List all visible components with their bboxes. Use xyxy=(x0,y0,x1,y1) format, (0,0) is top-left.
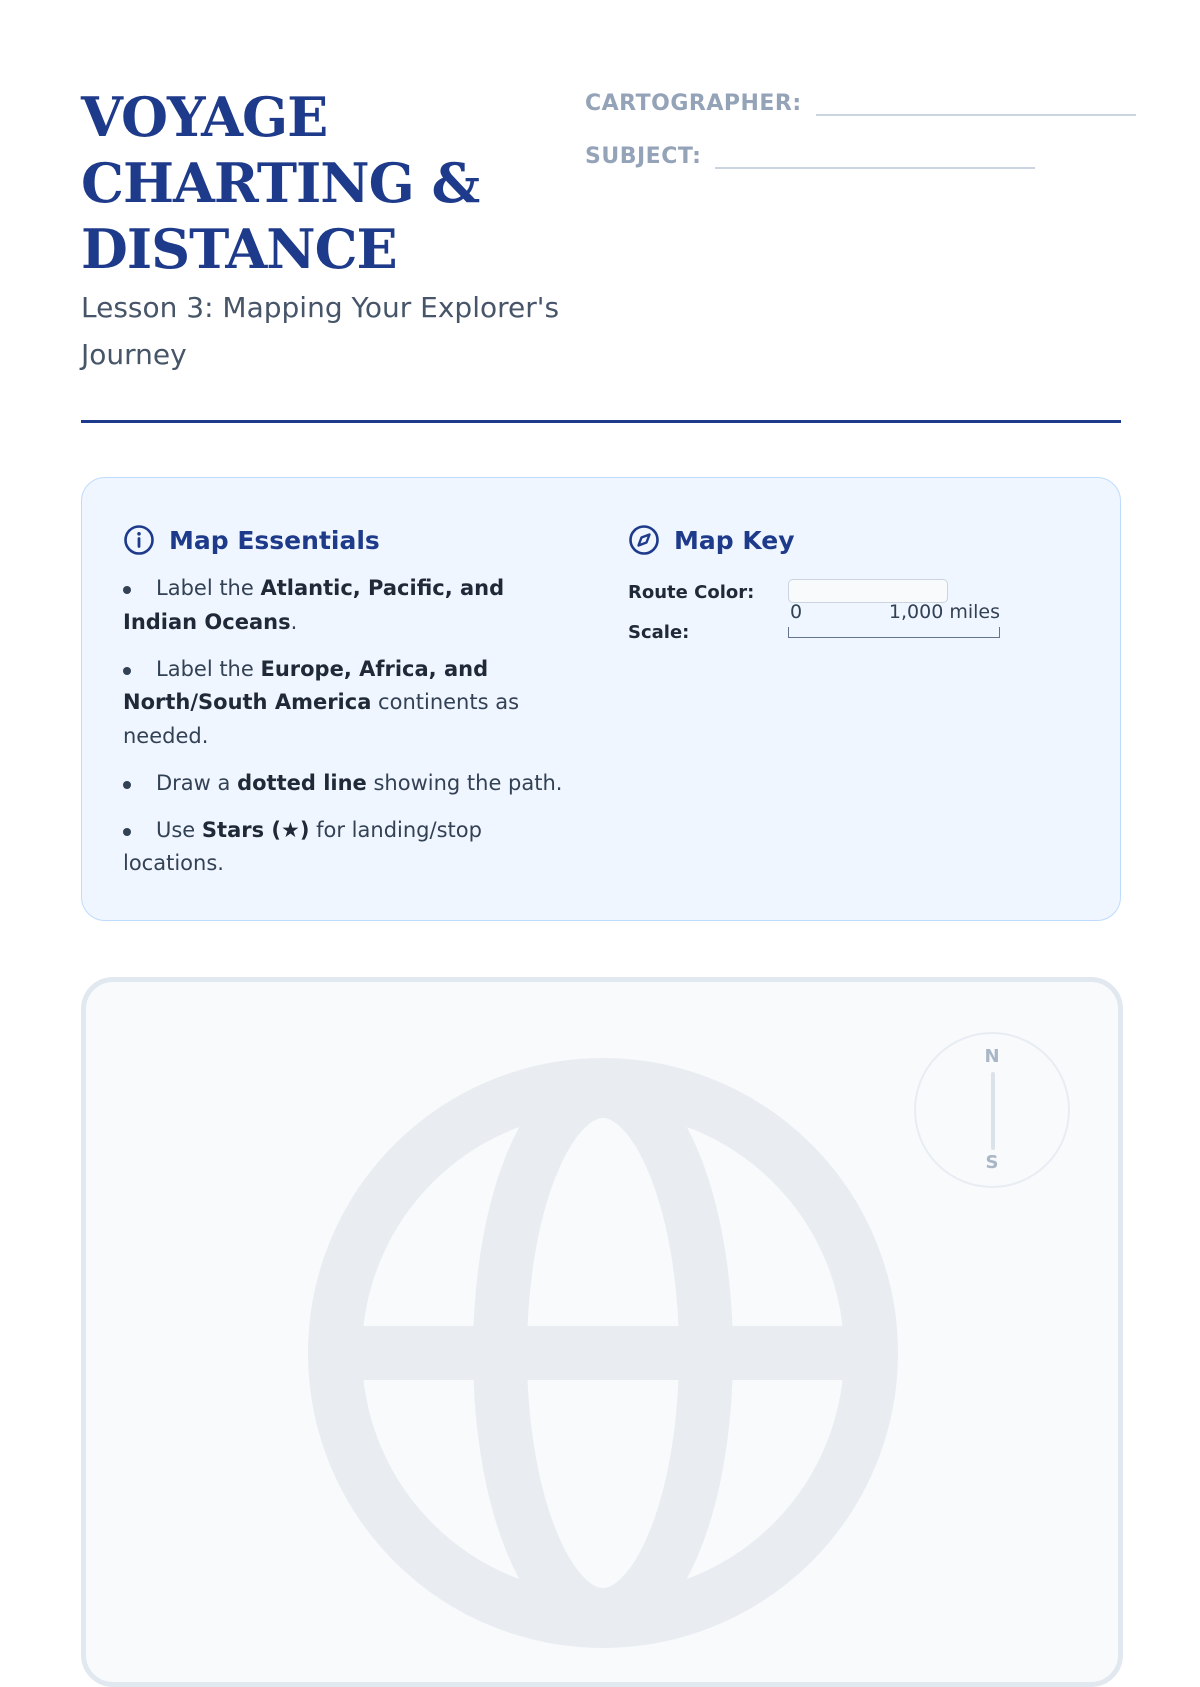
cartographer-label: CARTOGRAPHER: xyxy=(585,91,802,116)
essentials-item-emphasis: Europe, Africa, and North/South America xyxy=(123,656,489,714)
scale-min-label: 0 xyxy=(790,601,803,623)
lesson-subtitle: Lesson 3: Mapping Your Explorer's Journey xyxy=(81,291,560,371)
compass-needle xyxy=(991,1072,995,1150)
cartographer-blank[interactable] xyxy=(816,84,1136,116)
essentials-item xyxy=(123,653,583,754)
essentials-item-text: continents as needed. xyxy=(123,690,520,748)
subject-label: SUBJECT: xyxy=(585,144,702,169)
info-icon xyxy=(123,524,155,556)
essentials-item-text: Label the xyxy=(156,656,261,681)
header-divider xyxy=(81,420,1121,423)
map-key-title: Map Key xyxy=(674,525,795,555)
scale-label: Scale: xyxy=(628,622,690,643)
essentials-item-text: Label the xyxy=(156,576,261,600)
worksheet-title: VOYAGE CHARTING & DISTANCE xyxy=(81,85,480,281)
scale-bar xyxy=(788,601,1000,641)
globe-icon xyxy=(308,1058,898,1648)
essentials-item-text: Use xyxy=(156,817,202,842)
map-drawing-area[interactable] xyxy=(81,977,1123,1687)
map-essentials-heading xyxy=(123,522,583,558)
essentials-item-text: . xyxy=(290,609,298,634)
essentials-item xyxy=(123,814,583,881)
essentials-item-text: Draw a xyxy=(156,770,238,795)
compass-south-label: S xyxy=(985,1152,999,1173)
route-color-swatch[interactable] xyxy=(788,579,948,603)
essentials-item-emphasis: Stars (★) xyxy=(201,817,310,842)
subject-blank[interactable] xyxy=(715,137,1035,169)
map-key-heading xyxy=(628,522,1078,558)
compass-rose xyxy=(914,1032,1070,1188)
scale-line xyxy=(788,627,1000,638)
route-color-label: Route Color: xyxy=(628,582,755,603)
essentials-item-text: showing the path. xyxy=(366,770,563,795)
essentials-item-text: for landing/stop locations. xyxy=(123,817,482,875)
map-key-section xyxy=(628,522,1078,643)
subject-field xyxy=(585,137,1035,169)
cartographer-field xyxy=(585,84,1136,116)
worksheet-header xyxy=(81,84,1121,424)
essentials-item xyxy=(123,767,583,801)
scale-max-label: 1,000 miles xyxy=(888,601,1000,623)
essentials-item-emphasis: Atlantic, Pacific, and Indian Oceans xyxy=(123,576,505,634)
essentials-list xyxy=(123,572,583,881)
map-essentials-title: Map Essentials xyxy=(169,525,380,555)
worksheet-page xyxy=(81,0,1121,1600)
map-essentials-section xyxy=(123,522,583,894)
compass-icon xyxy=(628,524,660,556)
instructions-panel xyxy=(81,477,1121,921)
essentials-item xyxy=(123,572,583,639)
essentials-item-emphasis: dotted line xyxy=(237,770,367,795)
compass-north-label: N xyxy=(984,1046,1000,1067)
